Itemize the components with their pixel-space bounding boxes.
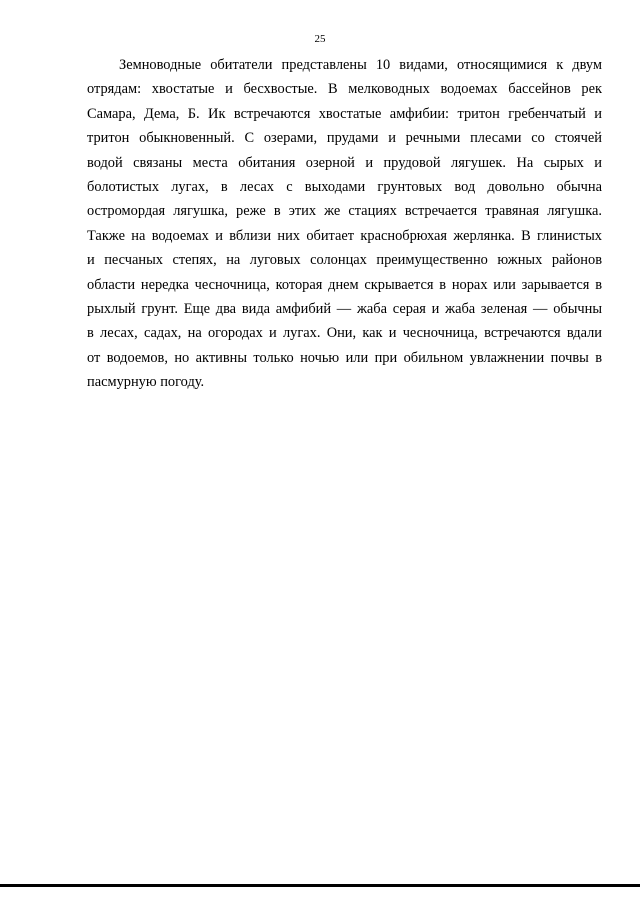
paragraph-line: отрядам: хвостатые и бесхвостые. В мелководных водоемах бассейнов рек	[87, 81, 602, 98]
page-number: 25	[314, 33, 326, 45]
paragraph-line: тритон обыкновенный. С озерами, прудами и речными плесами со стоячей	[87, 130, 602, 147]
paragraph-line: области нередка чесночница, которая днем скрывается в норах или зарывается в	[87, 276, 602, 293]
paragraph-line: и песчаных степях, на луговых солонцах преимущественно южных районов	[87, 252, 602, 269]
paragraph-line: пасмурную погоду.	[87, 374, 205, 391]
paragraph-line: Самара, Дема, Б. Ик встречаются хвостатые амфибии: тритон гребенчатый и	[87, 105, 602, 122]
body-paragraph	[87, 53, 602, 394]
paragraph-line: Также на водоемах и вблизи них обитает краснобрюхая жерлянка. В глинистых	[87, 227, 602, 244]
bottom-border-line	[0, 884, 640, 887]
paragraph-line: водой связаны места обитания озерной и прудовой лягушек. На сырых и	[87, 154, 602, 171]
paragraph-line: в лесах, садах, на огородах и лугах. Они, как и чесночница, встречаются вдали	[87, 325, 602, 342]
paragraph-line: Земноводные обитатели представлены 10 видами, относящимися к двум	[119, 57, 602, 73]
paragraph-line: болотистых лугах, в лесах с выходами грунтовых вод довольно обычна	[87, 178, 602, 195]
paragraph-line: остромордая лягушка, реже в этих же стациях встречается травяная лягушка.	[87, 203, 602, 220]
paragraph-line: от водоемов, но активны только ночью или при обильном увлажнении почвы в	[87, 349, 602, 366]
paragraph-line: рыхлый грунт. Еще два вида амфибий — жаба серая и жаба зеленая — обычны	[87, 300, 602, 317]
